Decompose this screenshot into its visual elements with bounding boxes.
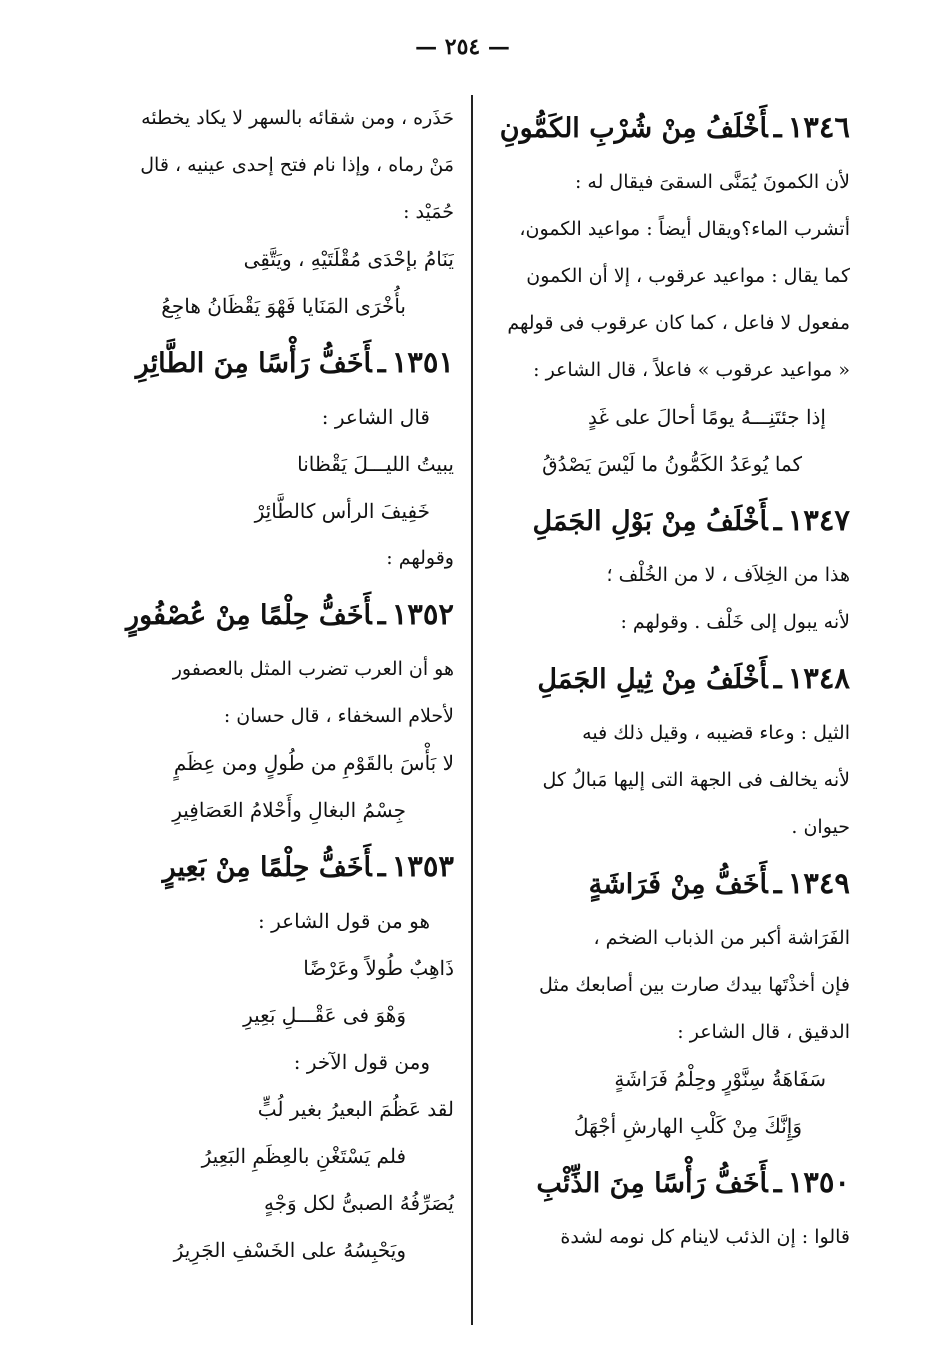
entry-heading-1352: ١٣٥٢ـأَخَفُّ حِلْمًا مِنْ عُصْفُورٍ bbox=[126, 597, 454, 631]
verse-line: بأُخْرَى المَنَايا فَهْوَ يَقْظَانُ هاجِعُ bbox=[161, 294, 406, 318]
verse-line: يُصَرِّفُهُ الصبىُّ لكل وَجْهٍ bbox=[263, 1191, 454, 1215]
text-line: مفعول لا فاعل ، كما كان عرقوب فى قولهم bbox=[507, 312, 850, 334]
text-line: الفَرَاشة أكبر من الذباب الضخم ، bbox=[593, 927, 850, 949]
text-line: قال الشاعر : bbox=[321, 405, 430, 429]
verse-line: كما يُوعَدُ الكَمُّونُ ما لَيْسَ يَصْدُقُ bbox=[542, 452, 802, 476]
verse-line: فلم يَسْتَغْنِ بالعِظَمِ البَعِيرُ bbox=[201, 1144, 406, 1168]
verse-line: وَإِنَّكَ مِنْ كَلْبِ الهارشِ أجْهَلُ bbox=[573, 1114, 802, 1138]
entry-heading-1350: ١٣٥٠ـأَخَفُّ رَأْسًا مِنَ الذِّئْبِ bbox=[536, 1165, 850, 1199]
entry-heading-1346: ١٣٤٦ـأَخْلَفُ مِنْ شُرْبِ الكَمُّونِ bbox=[499, 110, 850, 144]
text-line: وقولهم : bbox=[386, 547, 454, 569]
text-line: الثيل : وعاء قضيبه ، وقيل ذلك فيه bbox=[582, 722, 850, 744]
entry-title: أَخَفُّ رَأْسًا مِنَ الذِّئْبِ bbox=[536, 1168, 768, 1199]
verse-line: لا بَأْسَ بالقَوْمِ من طُولٍ ومن عِظَمٍ bbox=[173, 751, 454, 775]
left-column bbox=[92, 95, 454, 1274]
entry-heading-1353: ١٣٥٣ـأَخَفُّ حِلْمًا مِنْ بَعِيرٍ bbox=[162, 849, 454, 883]
entry-title: أَخَفُّ مِنْ فَرَاشَةٍ bbox=[588, 869, 768, 900]
column-divider bbox=[471, 95, 473, 1325]
entry-number: ١٣٤٩ bbox=[787, 866, 850, 900]
verse-line: ذَاهِبٌ طُولاً وعَرْضًا bbox=[303, 956, 454, 980]
text-line: ومن قول الآخر : bbox=[293, 1050, 430, 1074]
text-line: حَذَره ، ومن شقائه بالسهر لا يكاد يخطئه bbox=[141, 107, 454, 129]
entry-title: أَخْلَفُ مِنْ ثِيلِ الجَمَلِ bbox=[537, 664, 768, 695]
text-line: كما يقال : مواعيد عرقوب ، إلا أن الكمون bbox=[526, 265, 850, 287]
verse-line: لقد عَظُمَ البعيرُ بغير لُبٍّ bbox=[257, 1097, 454, 1121]
verse-line: ويَحْبِسُهُ على الخَسْفِ الجَرِيرُ bbox=[173, 1238, 406, 1262]
text-line: لأحلام السخفاء ، قال حسان : bbox=[223, 705, 454, 727]
text-line: الدقيق ، قال الشاعر : bbox=[677, 1021, 850, 1043]
entry-title: أَخَفُّ حِلْمًا مِنْ عُصْفُورٍ bbox=[126, 600, 372, 631]
entry-heading-1347: ١٣٤٧ـأَخْلَفُ مِنْ بَوْلِ الجَمَلِ bbox=[532, 503, 850, 537]
right-column bbox=[490, 95, 850, 1261]
text-line: قالوا : إن الذئب لاينام كل نومه لشدة bbox=[560, 1226, 850, 1248]
text-line: هذا من الخِلاَف ، لا من الخُلْف ؛ bbox=[606, 564, 850, 586]
entry-number: ١٣٥٠ bbox=[787, 1165, 850, 1199]
entry-number: ١٣٥٢ bbox=[391, 597, 454, 631]
entry-title: أَخَفُّ رَأْسًا مِنَ الطَّائِرِ bbox=[135, 348, 372, 379]
text-line: حُمَيْد : bbox=[403, 201, 454, 223]
text-line: هو من قول الشاعر : bbox=[258, 909, 430, 933]
text-line: لأن الكمونَ يُمَنَّى السقىَ فيقال له : bbox=[574, 171, 850, 193]
verse-line: خَفِيفَ الرأس كالطَّائِرْ bbox=[254, 499, 430, 523]
text-line: « مواعيد عرقوب » فاعلاً ، قال الشاعر : bbox=[533, 359, 850, 381]
verse-line: وَهْوَ فى عَقْـــلِ بَعِيرِ bbox=[243, 1003, 406, 1027]
text-line: فإن أخذْتَها بيدك صارت بين أصابعك مثل bbox=[539, 974, 850, 996]
verse-line: يبيتُ الليـــلَ يَقْظانا bbox=[297, 452, 454, 476]
entry-heading-1349: ١٣٤٩ـأَخَفُّ مِنْ فَرَاشَةٍ bbox=[588, 866, 850, 900]
entry-number: ١٣٤٨ bbox=[787, 661, 850, 695]
entry-number: ١٣٤٧ bbox=[787, 503, 850, 537]
text-line: لأنه يخالف فى الجهة التى إليها مَبالُ كل bbox=[542, 769, 850, 791]
page-number: — ٢٥٤ — bbox=[415, 34, 510, 60]
entry-title: أَخْلَفُ مِنْ بَوْلِ الجَمَلِ bbox=[532, 506, 768, 537]
text-line: حيوان . bbox=[791, 816, 850, 838]
entry-title: أَخَفُّ حِلْمًا مِنْ بَعِيرٍ bbox=[162, 852, 372, 883]
verse-line: سَفَاهَةُ سِنَّوْرٍ وحِلْمُ فَرَاشَةٍ bbox=[614, 1067, 826, 1091]
verse-line: يَنَامُ بإحْدَى مُقْلَتَيْهِ ، ويَتَّقِى bbox=[243, 247, 454, 271]
text-line: أتشرب الماء؟ويقال أيضاً : مواعيد الكمون، bbox=[519, 218, 850, 240]
verse-line: جِسْمُ البغالِ وأَحْلامُ العَصَافِيرِ bbox=[172, 798, 406, 822]
verse-line: إذا جئتَنِـــهُ يومًا أحالَ على غَدٍ bbox=[587, 405, 826, 429]
entry-number: ١٣٥٣ bbox=[391, 849, 454, 883]
text-line: لأنه يبول إلى خَلْف . وقولهم : bbox=[620, 611, 850, 633]
entry-heading-1351: ١٣٥١ـأَخَفُّ رَأْسًا مِنَ الطَّائِرِ bbox=[135, 345, 454, 379]
entry-number: ١٣٥١ bbox=[391, 345, 454, 379]
text-line: مَنْ رماه ، وإذا نام فتح إحدى عينيه ، قال bbox=[140, 154, 454, 176]
text-line: هو أن العرب تضرب المثل بالعصفور bbox=[172, 658, 454, 680]
entry-number: ١٣٤٦ bbox=[787, 110, 850, 144]
entry-heading-1348: ١٣٤٨ـأَخْلَفُ مِنْ ثِيلِ الجَمَلِ bbox=[537, 661, 850, 695]
entry-title: أَخْلَفُ مِنْ شُرْبِ الكَمُّونِ bbox=[499, 113, 768, 144]
